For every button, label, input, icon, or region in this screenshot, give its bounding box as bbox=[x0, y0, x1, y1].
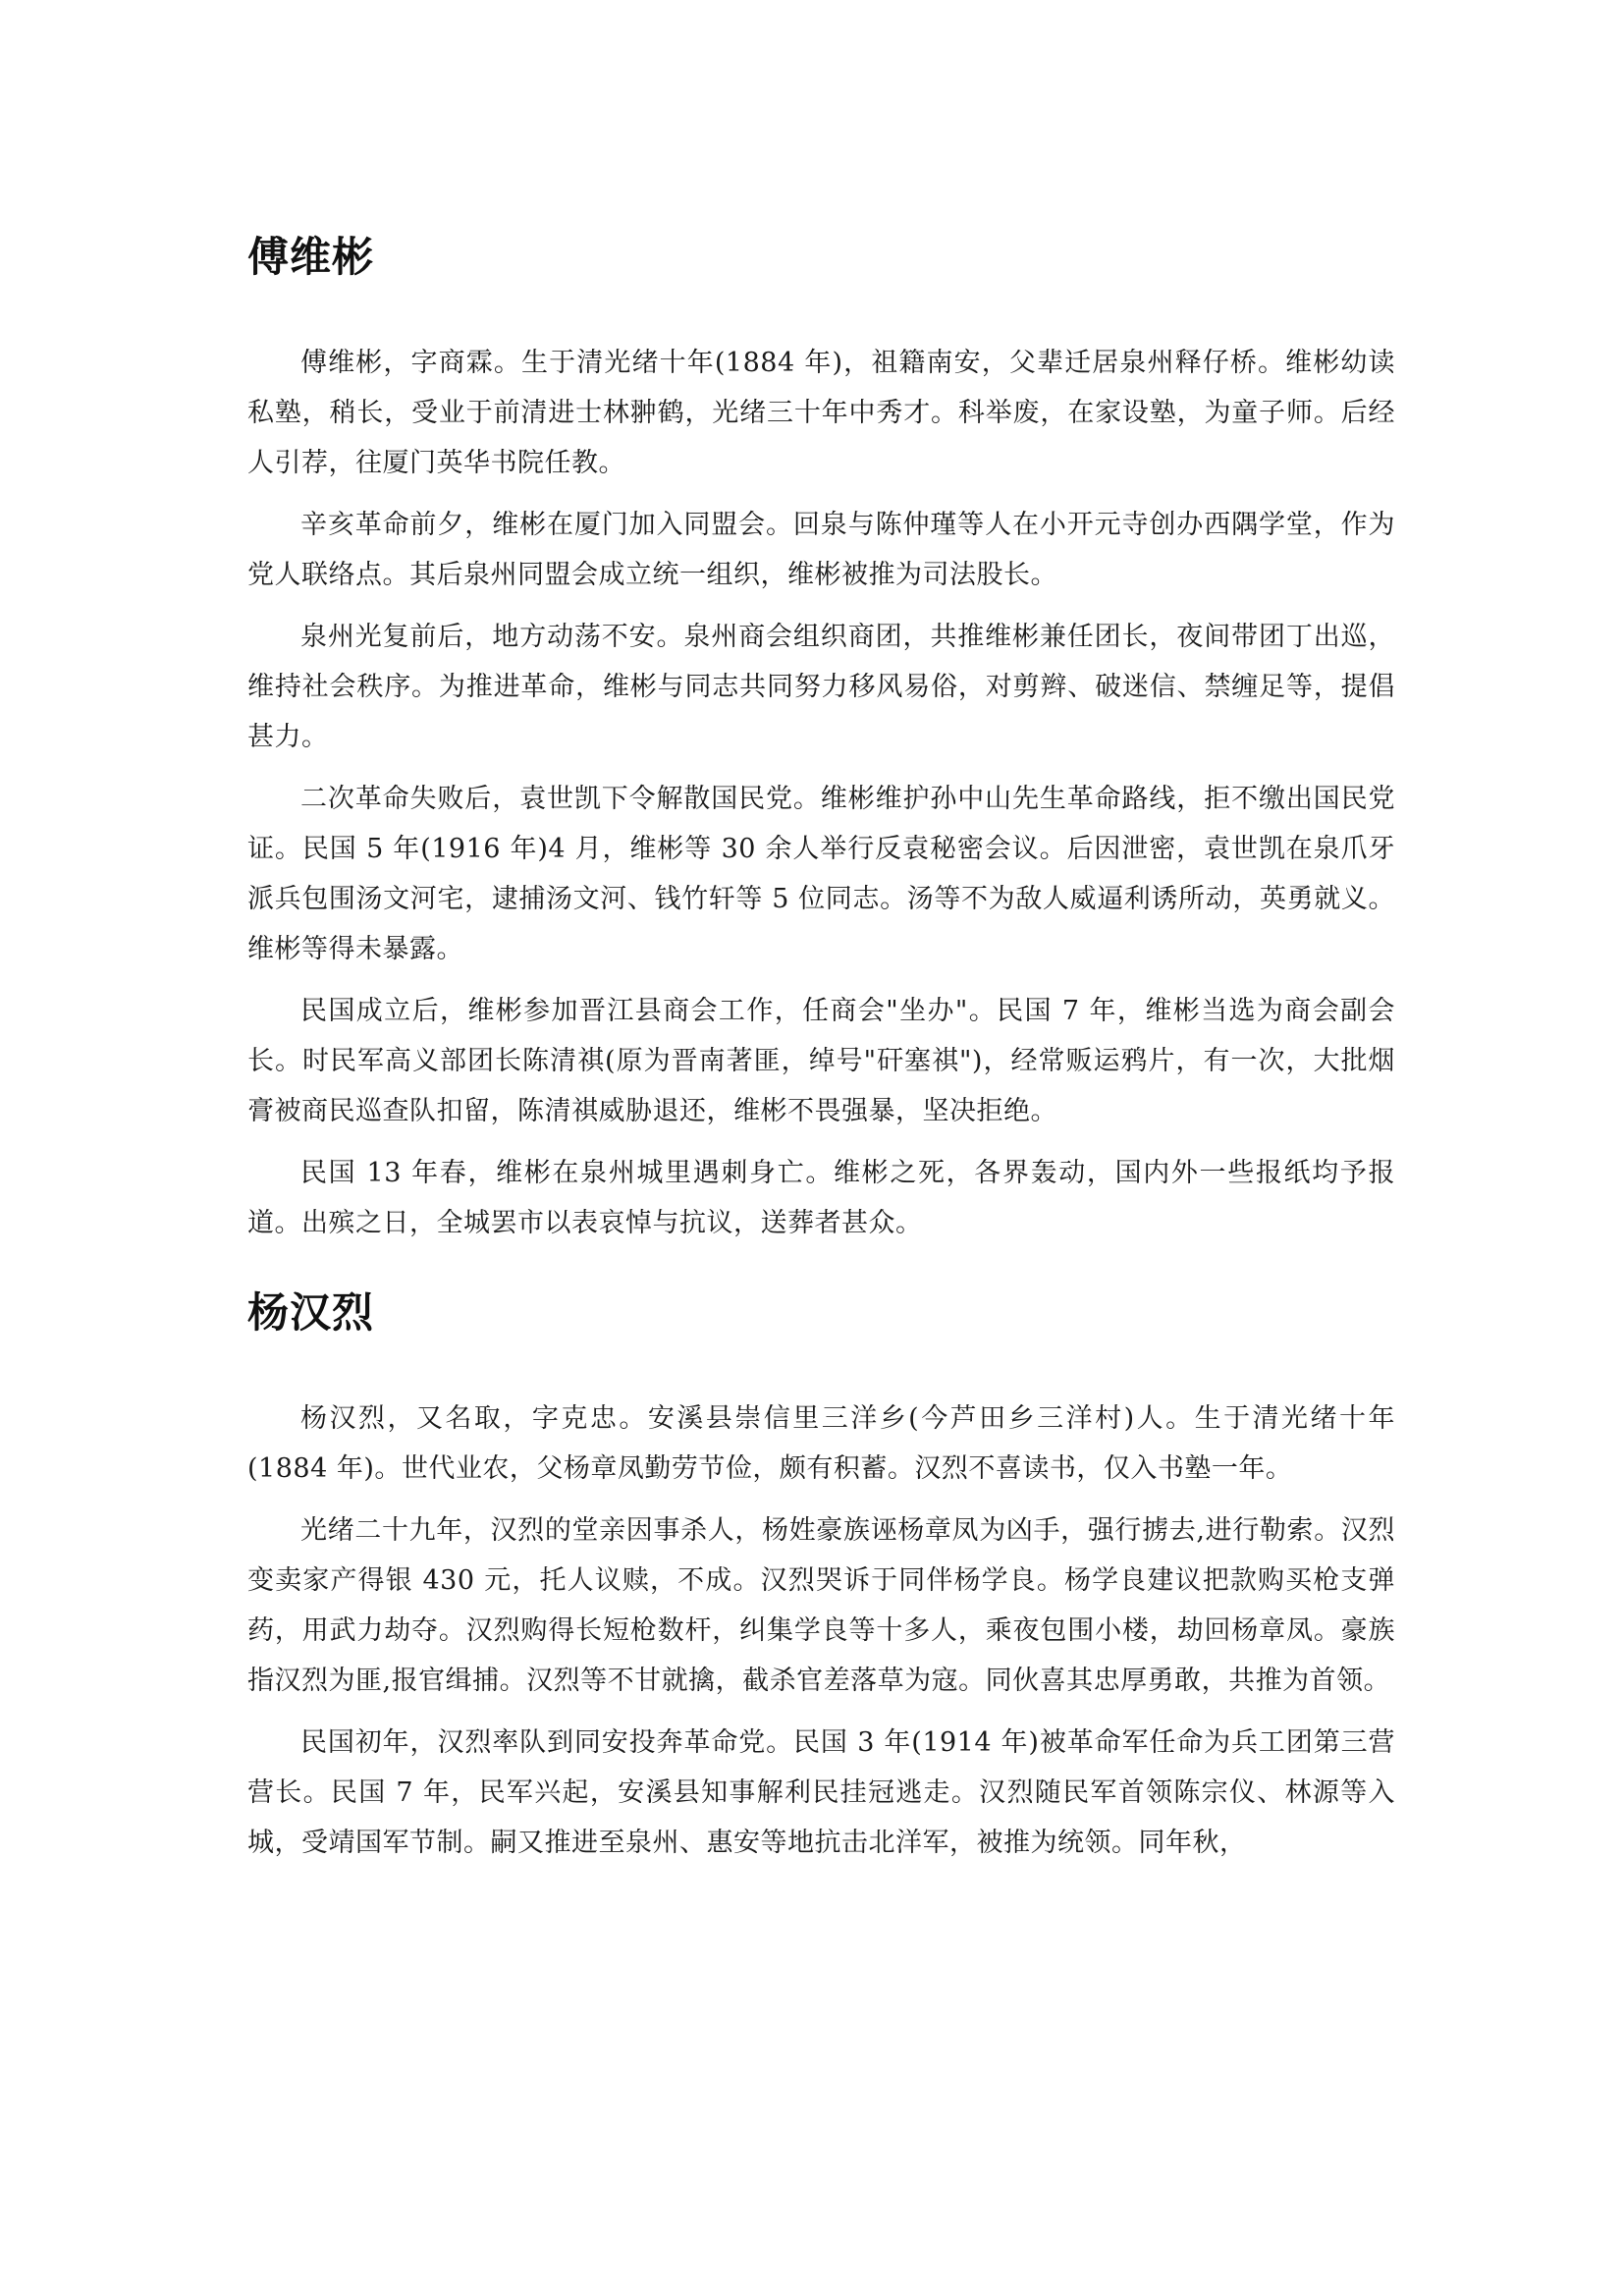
section-body-yang-hanlie bbox=[247, 1394, 1395, 1868]
paragraph: 民国 13 年春，维彬在泉州城里遇刺身亡。维彬之死，各界轰动，国内外一些报纸均予报道。出殡之日，全城罢市以表哀悼与抗议，送葬者甚众。 bbox=[247, 1158, 1395, 1238]
section-title-yang-hanlie: 杨汉烈 bbox=[247, 1288, 375, 1337]
paragraph: 民国成立后，维彬参加晋江县商会工作，任商会"坐办"。民国 7 年，维彬当选为商会副会长。时民军高义部团长陈清祺(原为晋南著匪，绰号"矸塞祺")，经常贩运鸦片，有一次，大批烟膏被商民巡查队扣留，陈清祺威胁退还，维彬不畏强暴，坚决拒绝。 bbox=[247, 996, 1395, 1126]
paragraph: 傅维彬，字商霖。生于清光绪十年(1884 年)，祖籍南安，父辈迁居泉州释仔桥。维彬幼读私塾，稍长，受业于前清进士林翀鹤，光绪三十年中秀才。科举废，在家设塾，为童子师。后经人引荐，往厦门英华书院任教。 bbox=[247, 348, 1395, 478]
section-body-fu-weibin bbox=[247, 338, 1395, 1248]
paragraph: 二次革命失败后，袁世凯下令解散国民党。维彬维护孙中山先生革命路线，拒不缴出国民党证。民国 5 年(1916 年)4 月，维彬等 30 余人举行反袁秘密会议。后因泄密，袁世凯在泉爪牙派兵包围汤文河宅，逮捕汤文河、钱竹轩等 5 位同志。汤等不为敌人威逼利诱所动，英勇就义。维彬等得未暴露。 bbox=[247, 784, 1395, 964]
paragraph: 辛亥革命前夕，维彬在厦门加入同盟会。回泉与陈仲瑾等人在小开元寺创办西隅学堂，作为党人联络点。其后泉州同盟会成立统一组织，维彬被推为司法股长。 bbox=[247, 510, 1395, 590]
paragraph: 民国初年，汉烈率队到同安投奔革命党。民国 3 年(1914 年)被革命军任命为兵工团第三营营长。民国 7 年，民军兴起，安溪县知事解利民挂冠逃走。汉烈随民军首领陈宗仪、林源等入城，受靖国军节制。嗣又推进至泉州、惠安等地抗击北洋军，被推为统领。同年秋， bbox=[247, 1727, 1395, 1858]
section-title-fu-weibin: 傅维彬 bbox=[247, 233, 375, 281]
paragraph: 泉州光复前后，地方动荡不安。泉州商会组织商团，共推维彬兼任团长，夜间带团丁出巡，维持社会秩序。为推进革命，维彬与同志共同努力移风易俗，对剪辫、破迷信、禁缠足等，提倡甚力。 bbox=[247, 622, 1395, 752]
paragraph: 光绪二十九年，汉烈的堂亲因事杀人，杨姓豪族诬杨章凤为凶手，强行掳去,进行勒索。汉烈变卖家产得银 430 元，托人议赎，不成。汉烈哭诉于同伴杨学良。杨学良建议把款购买枪支弹药，用武力劫夺。汉烈购得长短枪数杆，纠集学良等十多人，乘夜包围小楼，劫回杨章凤。豪族指汉烈为匪,报官缉捕。汉烈等不甘就擒，截杀官差落草为寇。同伙喜其忠厚勇敢，共推为首领。 bbox=[247, 1515, 1395, 1696]
paragraph: 杨汉烈，又名取，字克忠。安溪县崇信里三洋乡(今芦田乡三洋村)人。生于清光绪十年(1884 年)。世代业农，父杨章凤勤劳节俭，颇有积蓄。汉烈不喜读书，仅入书塾一年。 bbox=[247, 1403, 1395, 1484]
